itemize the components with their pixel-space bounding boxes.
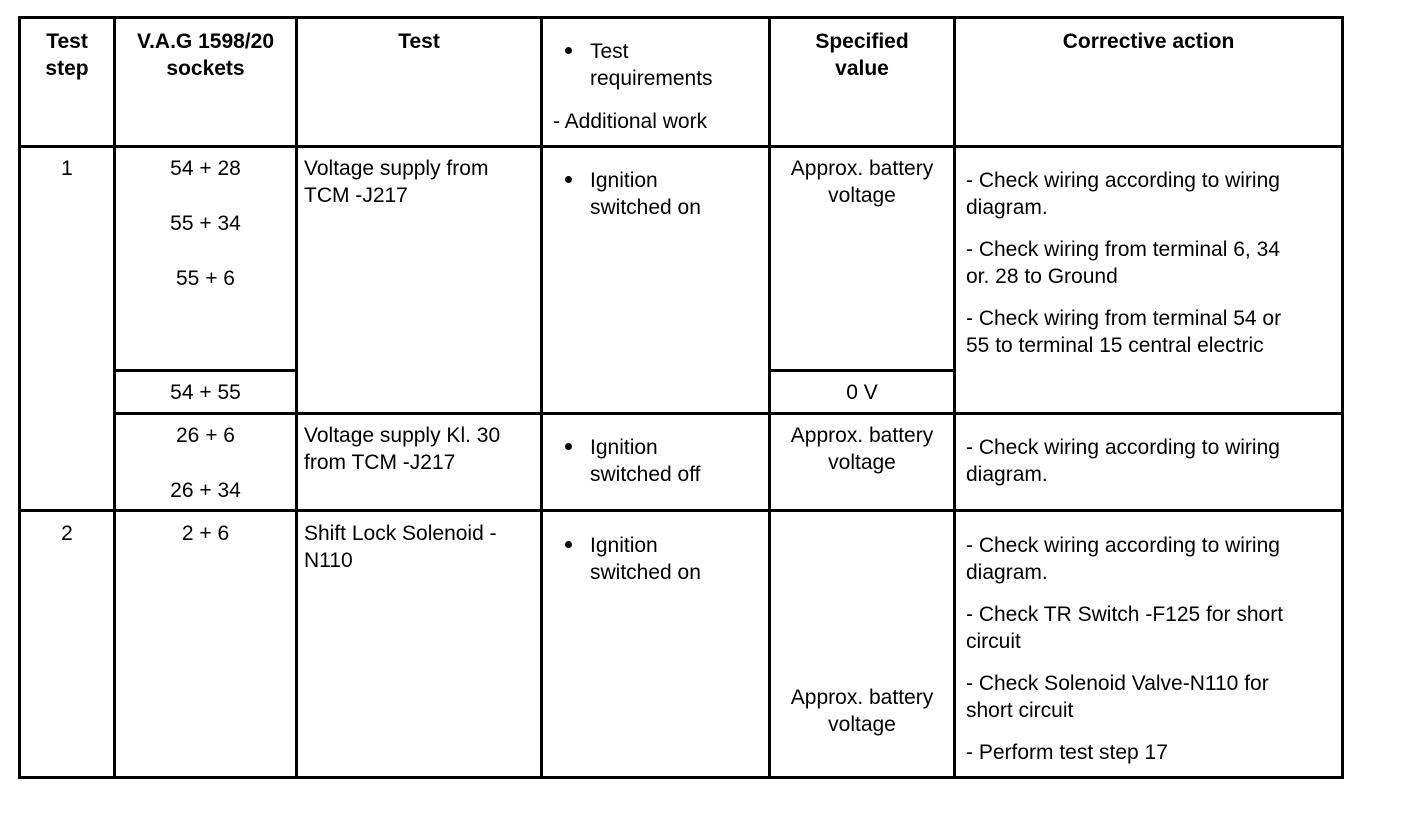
header-test-requirements: Test requirements (590, 40, 713, 90)
test-description: Shift Lock Solenoid - N110 (304, 522, 497, 572)
corrective-action: - Perform test step 17 (966, 741, 1168, 764)
socket-pair: 26 + 34 (170, 479, 241, 502)
header-additional-work: - Additional work (553, 110, 708, 133)
test-description: Voltage supply from TCM -J217 (304, 157, 489, 207)
header-test: Test (398, 30, 440, 53)
row-divider (114, 412, 1344, 415)
test-requirement: Ignition switched off (590, 436, 701, 486)
corrective-action: - Check wiring according to wiring diagram. (966, 169, 1280, 219)
test-requirement: Ignition switched on (590, 534, 701, 584)
corrective-action: - Check wiring according to wiring diagram. (966, 436, 1280, 486)
socket-pair: 55 + 6 (176, 267, 235, 290)
row-divider (770, 369, 956, 372)
specified-value: Approx. battery voltage (790, 686, 934, 736)
table-border-top (18, 16, 1344, 19)
specified-value: Approx. battery voltage (790, 424, 934, 474)
step-number: 2 (61, 522, 73, 545)
corrective-action: - Check wiring from terminal 6, 34 or. 28 to Ground (966, 238, 1280, 288)
bullet-icon (565, 47, 572, 54)
header-divider (18, 145, 1344, 148)
header-sockets: V.A.G 1598/20 sockets (137, 30, 274, 80)
column-divider (540, 16, 543, 779)
row-divider (114, 369, 297, 372)
column-divider (953, 16, 956, 779)
socket-pair: 55 + 34 (170, 212, 241, 235)
corrective-action: - Check wiring according to wiring diagram. (966, 534, 1280, 584)
header-corrective-action: Corrective action (1062, 30, 1235, 53)
table-border-left (18, 16, 21, 779)
corrective-action: - Check Solenoid Valve-N110 for short circuit (966, 672, 1269, 722)
column-divider (295, 16, 298, 779)
socket-pair: 54 + 28 (170, 157, 241, 180)
bullet-icon (565, 541, 572, 548)
test-requirement: Ignition switched on (590, 169, 701, 219)
specified-value: 0 V (846, 381, 878, 404)
test-description: Voltage supply Kl. 30 from TCM -J217 (304, 424, 501, 474)
specified-value: Approx. battery voltage (790, 157, 934, 207)
socket-pair: 26 + 6 (176, 424, 235, 447)
table-border-bottom (18, 776, 1344, 779)
bullet-icon (565, 176, 572, 183)
row-divider (18, 509, 1344, 512)
header-specified-value: Specified value (815, 30, 909, 80)
socket-pair: 2 + 6 (181, 522, 230, 545)
header-test-step: Test step (45, 30, 89, 80)
table-border-right (1341, 16, 1344, 779)
corrective-action: - Check wiring from terminal 54 or 55 to terminal 15 central electric (966, 307, 1282, 357)
corrective-action: - Check TR Switch -F125 for short circuit (966, 603, 1284, 653)
socket-pair: 54 + 55 (170, 381, 241, 404)
bullet-icon (565, 443, 572, 450)
step-number: 1 (61, 157, 73, 180)
